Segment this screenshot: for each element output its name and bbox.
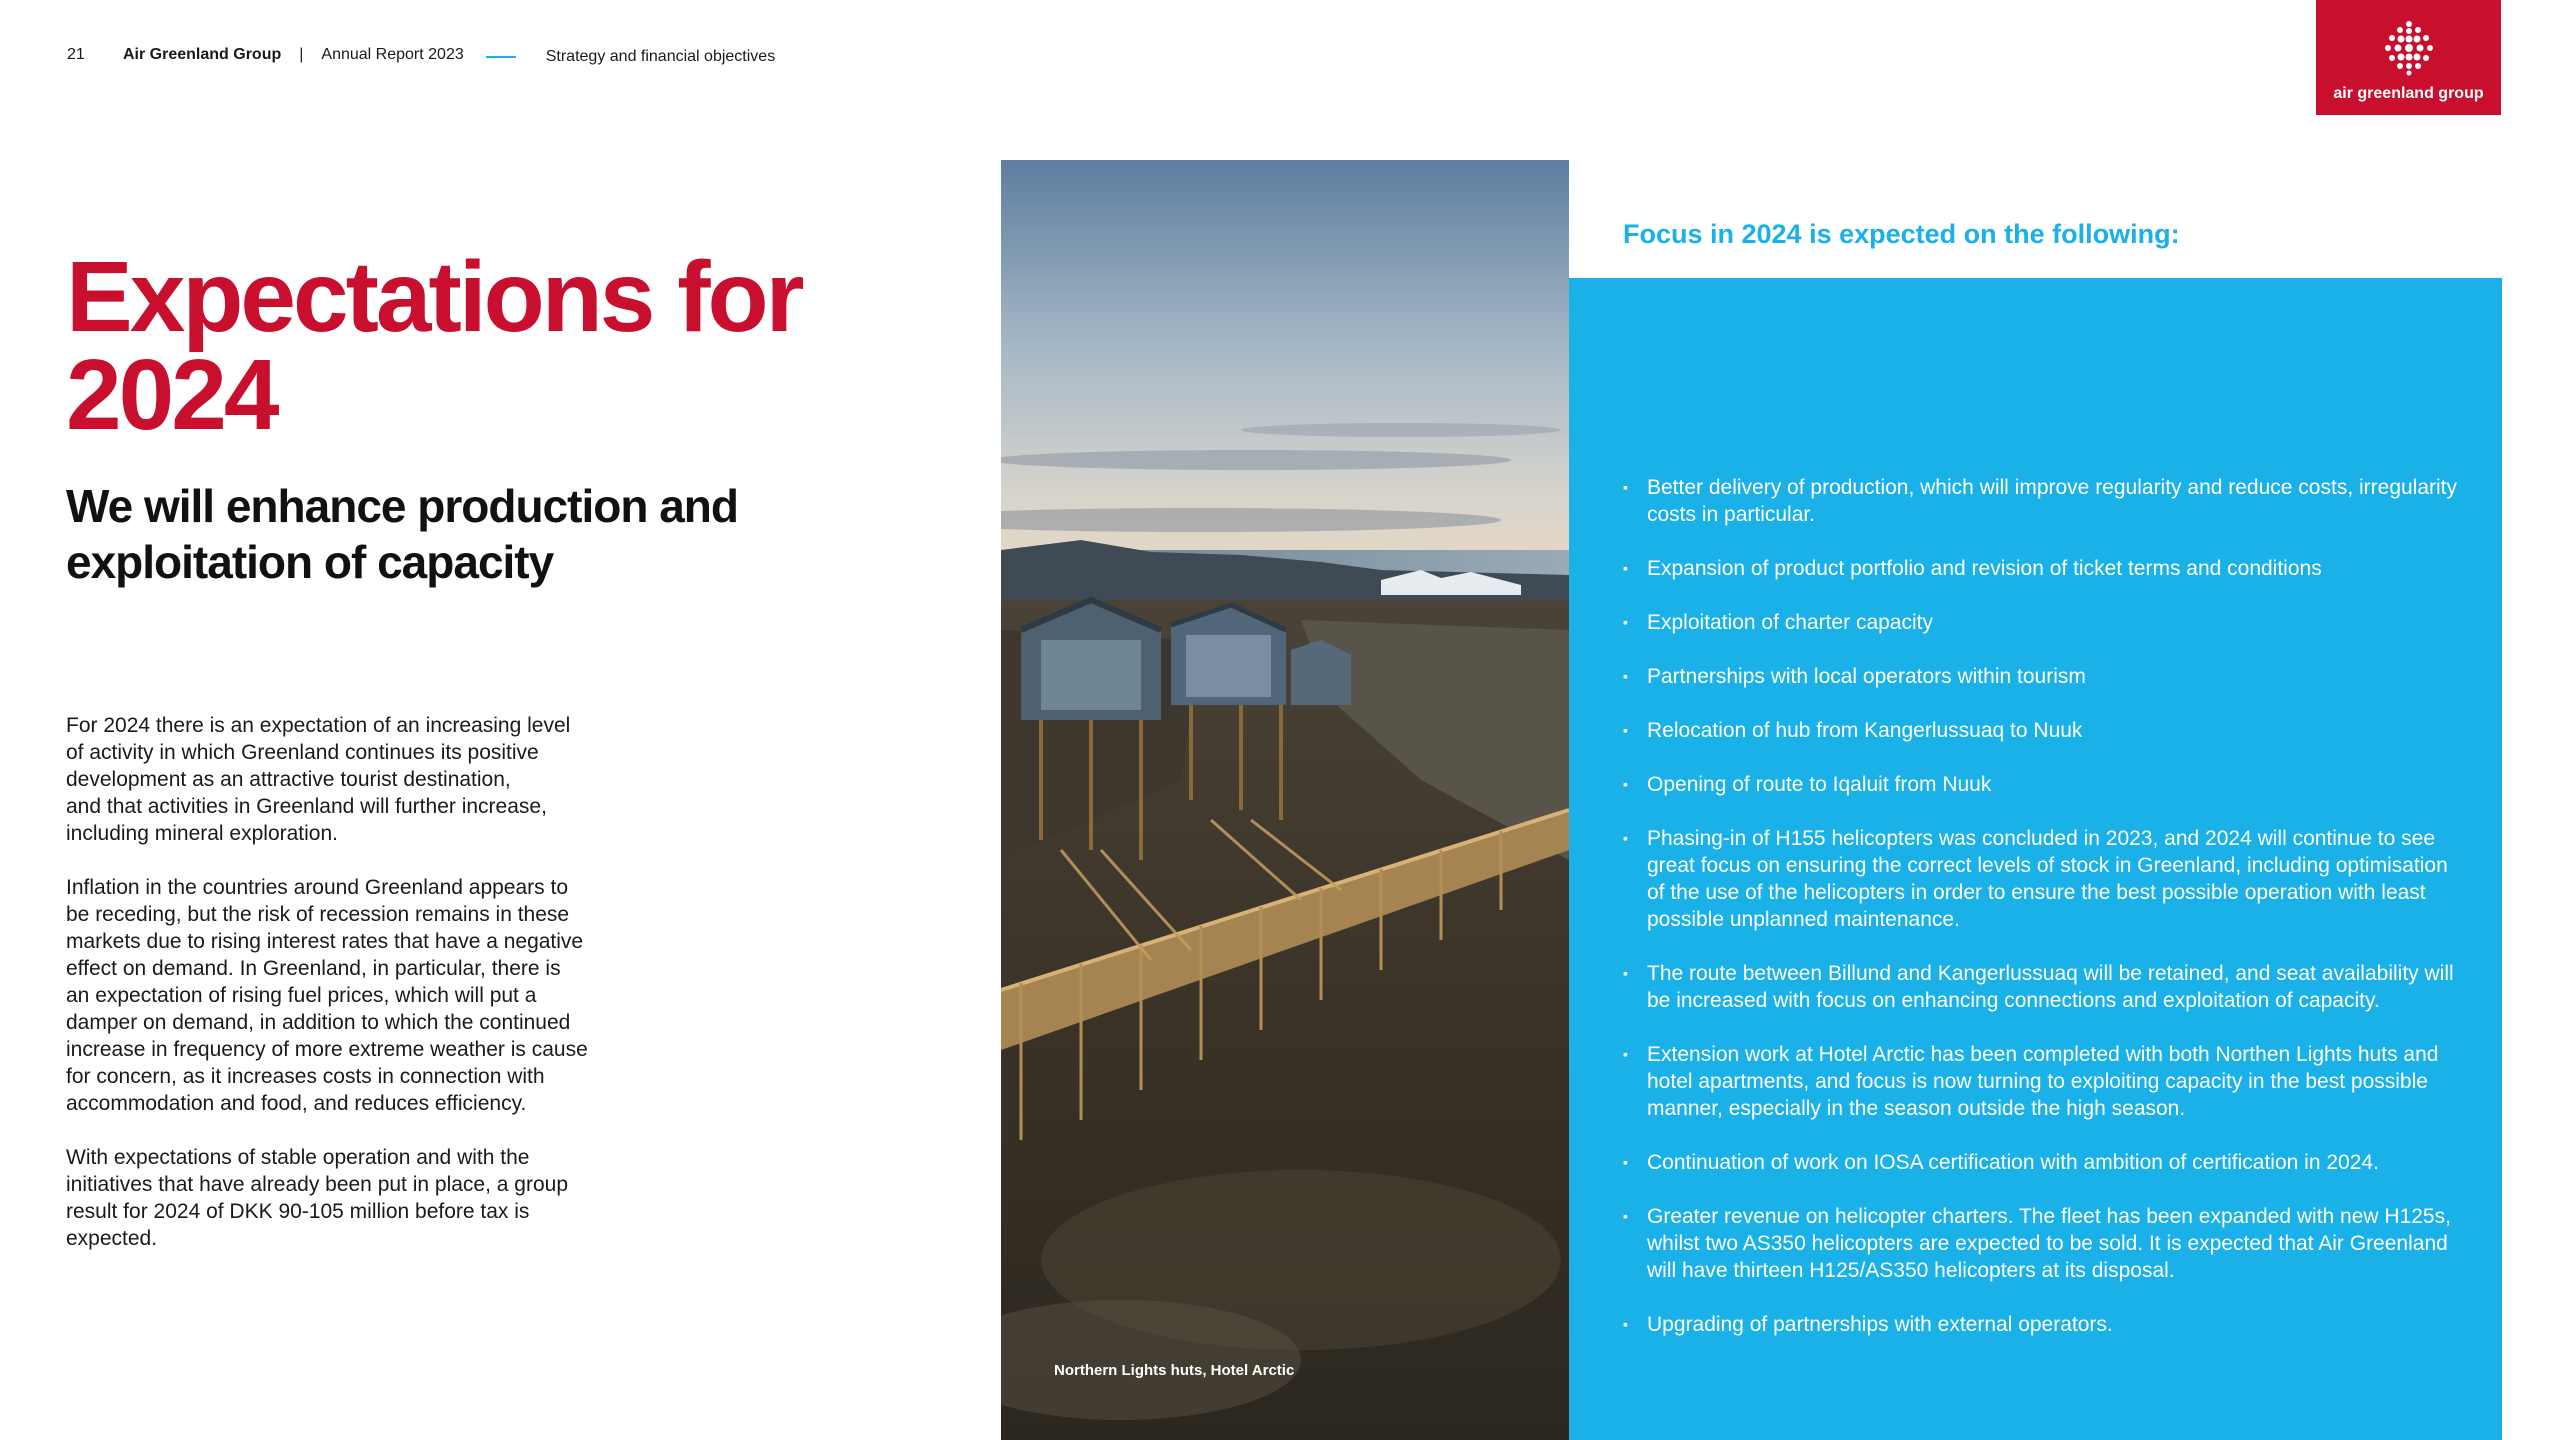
body-paragraph-2: Inflation in the countries around Greenland appears to be receding, but the risk of recession remains in these markets due to rising interest rates that have a negative effect on demand. In Greenland, in particular, there is an expectation of rising fuel prices, which will put a damper on demand, in addition to which the continued increase in frequency of more extreme weather is cause for concern, as it increases costs in connection with accommodation and food, and reduces efficiency. xyxy=(66,876,588,1115)
page-number: 21 xyxy=(67,46,85,63)
air-greenland-logo xyxy=(2316,0,2501,115)
hotel-arctic-photo xyxy=(1001,160,1569,1440)
focus-item: ▪ The route between Billund and Kangerlussuaq will be retained, and seat availability will be increased with focus on enhancing connections and exploitation of capacity. xyxy=(1623,960,2463,1014)
body-paragraph-1: For 2024 there is an expectation of an increasing level of activity in which Greenland continues its positive development as an attractive tourist destination, and that activities in Greenland will further increase, including mineral exploration. xyxy=(66,714,571,845)
logo-text: air greenland group xyxy=(2333,85,2484,102)
focus-item: ▪ Relocation of hub from Kangerlussuaq to Nuuk xyxy=(1623,717,2463,744)
focus-item: ▪ Better delivery of production, which will improve regularity and reduce costs, irregularity costs in particular. xyxy=(1623,474,2463,528)
photo-caption: Northern Lights huts, Hotel Arctic xyxy=(1054,1362,1295,1379)
section-name: Strategy and financial objectives xyxy=(545,48,776,65)
page-header xyxy=(67,43,775,67)
focus-item: ▪ Continuation of work on IOSA certification with ambition of certification in 2024. xyxy=(1623,1149,2463,1176)
photo-illustration xyxy=(1001,160,1569,1440)
focus-item: ▪ Partnerships with local operators within tourism xyxy=(1623,663,2463,690)
body-text xyxy=(66,712,666,1279)
focus-list xyxy=(1623,474,2463,1365)
focus-item: ▪ Expansion of product portfolio and revision of ticket terms and conditions xyxy=(1623,555,2463,582)
page-title: Expectations for 2024 xyxy=(66,241,802,451)
body-paragraph-3: With expectations of stable operation and with the initiatives that have already been put in place, a group result for 2024 of DKK 90-105 million before tax is expected. xyxy=(66,1146,569,1250)
report-name: Annual Report 2023 xyxy=(321,46,464,63)
logo-dots-icon xyxy=(2378,20,2440,82)
focus-item: ▪ Phasing-in of H155 helicopters was concluded in 2023, and 2024 will continue to see great focus on ensuring the correct levels of stock in Greenland, including optimisation of the use of the helicopters in order to ensure the best possible operation with least possible unplanned maintenance. xyxy=(1623,825,2463,933)
header-dash xyxy=(486,56,516,58)
focus-heading: Focus in 2024 is expected on the following: xyxy=(1623,219,2180,249)
focus-item: ▪ Opening of route to Iqaluit from Nuuk xyxy=(1623,771,2463,798)
header-separator: | xyxy=(299,46,304,63)
focus-item: ▪ Extension work at Hotel Arctic has been completed with both Northen Lights huts and hotel apartments, and focus is now turning to exploiting capacity in the best possible manner, especially in the season outside the high season. xyxy=(1623,1041,2463,1122)
focus-item: ▪ Upgrading of partnerships with external operators. xyxy=(1623,1311,2463,1338)
focus-item: ▪ Exploitation of charter capacity xyxy=(1623,609,2463,636)
focus-item: ▪ Greater revenue on helicopter charters. The fleet has been expanded with new H125s, whilst two AS350 helicopters are expected to be sold. It is expected that Air Greenland will have thirteen H125/AS350 helicopters at its disposal. xyxy=(1623,1203,2463,1284)
page-subtitle: We will enhance production and exploitation of capacity xyxy=(66,480,738,588)
company-name: Air Greenland Group xyxy=(123,46,282,63)
